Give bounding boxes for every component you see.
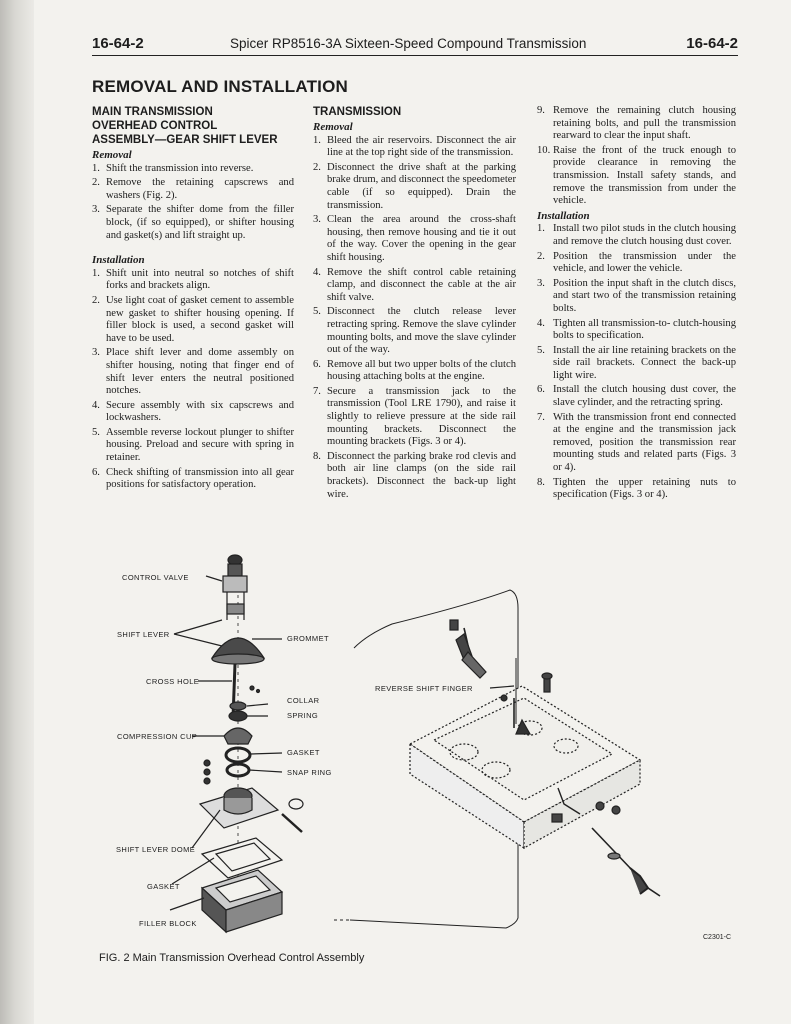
- removal-steps: [92, 163, 294, 243]
- overhead-control-title: [92, 105, 294, 147]
- step: 9. Remove the remaining clutch housing retaining bolts, and pull the transmission rearward to clear the input shaft.: [537, 105, 736, 142]
- step: 6. Check shifting of transmission into all gear positions for satisfactory operation.: [92, 466, 294, 491]
- label-control-valve: CONTROL VALVE: [122, 573, 189, 582]
- step: 4. Tighten all transmission-to- clutch-housing bolts to specification.: [537, 317, 736, 342]
- step: 5. Install the air line retaining brackets on the side rail brackets. Connect the back-up light wire.: [537, 344, 736, 381]
- label-reverse-shift-finger: REVERSE SHIFT FINGER: [375, 684, 473, 693]
- step: 1. Install two pilot studs in the clutch housing and remove the clutch housing dust cover.: [537, 223, 736, 247]
- step: 1. Bleed the air reservoirs. Disconnect the air line at the top right side of the transmission.: [313, 134, 516, 159]
- figure-id: C2301-C: [703, 934, 732, 941]
- removal-subheading: Removal: [313, 121, 353, 133]
- step: 7. Secure a transmission jack to the transmission (Tool LRE 1790), and raise it slightly to relieve pressure at the side rail mounting brackets. Disconnect the mounting brackets (Figs. 3 or 4).: [313, 385, 516, 448]
- label-shift-lever: SHIFT LEVER: [117, 630, 170, 639]
- label-shift-lever-dome: SHIFT LEVER DOME: [116, 845, 196, 854]
- step: 3. Place shift lever and dome assembly on shifter housing, noting that finger end of shift lever enters the neutral positioned notches.: [92, 347, 294, 397]
- removal-steps: [313, 135, 516, 502]
- step: 6. Install the clutch housing dust cover, the slave cylinder, and the retracting spring.: [537, 384, 736, 409]
- step: 1. Shift unit into neutral so notches of shift forks and brackets align.: [92, 267, 294, 292]
- step: 4. Secure assembly with six capscrews and lockwashers.: [92, 399, 294, 424]
- step: 1. Shift the transmission into reverse.: [92, 162, 254, 174]
- step: 8. Disconnect the parking brake rod clevis and both air line clamps (on the side rail brackets). Disconnect the back-up light wire.: [313, 450, 516, 500]
- step: 7. With the transmission front end connected at the engine and the transmission jack removed, position the transmission rear mounting studs and related parts (Figs. 3 or 4).: [537, 411, 736, 474]
- label-gasket-right: GASKET: [287, 748, 320, 757]
- step: 2. Disconnect the drive shaft at the parking brake drum, and disconnect the speedometer cable (if so equipped). Drain the transmission.: [313, 161, 516, 211]
- installation-steps: [92, 268, 294, 492]
- step: 3. Clean the area around the cross-shaft housing, then remove housing and tie it out of the way. Cover the opening in the gear shift housing.: [313, 214, 516, 263]
- label-gasket-left: GASKET: [147, 882, 180, 891]
- step: 4. Remove the shift control cable retaining clamp, and disconnect the cable at the air shift valve.: [313, 266, 516, 303]
- page-number-left: 16-64-2: [92, 35, 144, 52]
- step: 8. Tighten the upper retaining nuts to specification (Figs. 3 or 4).: [537, 476, 736, 501]
- step: 2. Remove the retaining capscrews and washers (Fig. 2).: [92, 177, 294, 201]
- step: 10. Raise the front of the truck enough to provide clearance in removing the transmission. Install safety stands, and remove the transmission from under the vehicle.: [537, 144, 736, 207]
- header-title: Spicer RP8516-3A Sixteen-Speed Compound Transmission: [230, 36, 587, 51]
- step: 3. Separate the shifter dome from the filler block, (if so equipped), or shifter housing and gasket(s) and lift straight up.: [92, 204, 294, 241]
- installation-subheading: Installation: [92, 254, 145, 267]
- exploded-view-drawing: [92, 548, 742, 948]
- step: 3. Position the input shaft in the clutch discs, and start two of the transmission retaining bolts.: [537, 277, 736, 314]
- label-collar: COLLAR: [287, 696, 320, 705]
- page-number-right: 16-64-2: [686, 35, 738, 52]
- label-cross-hole: CROSS HOLE: [146, 677, 200, 686]
- installation-subheading: Installation: [537, 209, 590, 222]
- removal-steps-continued: [537, 105, 736, 208]
- binding-shadow: [0, 0, 34, 1024]
- title-line: ASSEMBLY—GEAR SHIFT LEVER: [92, 134, 278, 146]
- column-overhead-control: [92, 105, 294, 494]
- label-compression-cup: COMPRESSION CUP: [117, 732, 198, 741]
- page-header: [92, 33, 738, 56]
- figure-caption: FIG. 2 Main Transmission Overhead Control Assembly: [99, 952, 365, 964]
- step: 6. Remove all but two upper bolts of the clutch housing attaching bolts at the engine.: [313, 358, 516, 383]
- step: 2. Position the transmission under the vehicle, and lower the vehicle.: [537, 250, 736, 275]
- label-grommet: GROMMET: [287, 634, 329, 643]
- title-line: OVERHEAD CONTROL: [92, 120, 218, 132]
- column-transmission-cont: [537, 105, 736, 504]
- exploded-view-figure: [92, 548, 742, 948]
- label-spring: SPRING: [287, 711, 319, 720]
- removal-subheading: Removal: [92, 149, 132, 161]
- label-filler-block: FILLER BLOCK: [139, 919, 197, 928]
- step: 5. Assemble reverse lockout plunger to shifter housing. Preload and secure with spring in retainer.: [92, 426, 294, 464]
- column-transmission: [313, 105, 516, 503]
- section-heading: REMOVAL AND INSTALLATION: [92, 77, 349, 96]
- transmission-title: TRANSMISSION: [313, 106, 402, 118]
- step: 2. Use light coat of gasket cement to assemble new gasket to shifter housing opening. If filler block is used, a second gasket will have to be used.: [92, 294, 294, 344]
- step: 5. Disconnect the clutch release lever retracting spring. Remove the slave cylinder mounting bolts, and move the slave cylinder out of the way.: [313, 306, 516, 356]
- title-line: MAIN TRANSMISSION: [92, 106, 213, 118]
- label-snap-ring: SNAP RING: [287, 768, 332, 777]
- installation-steps: [537, 223, 736, 501]
